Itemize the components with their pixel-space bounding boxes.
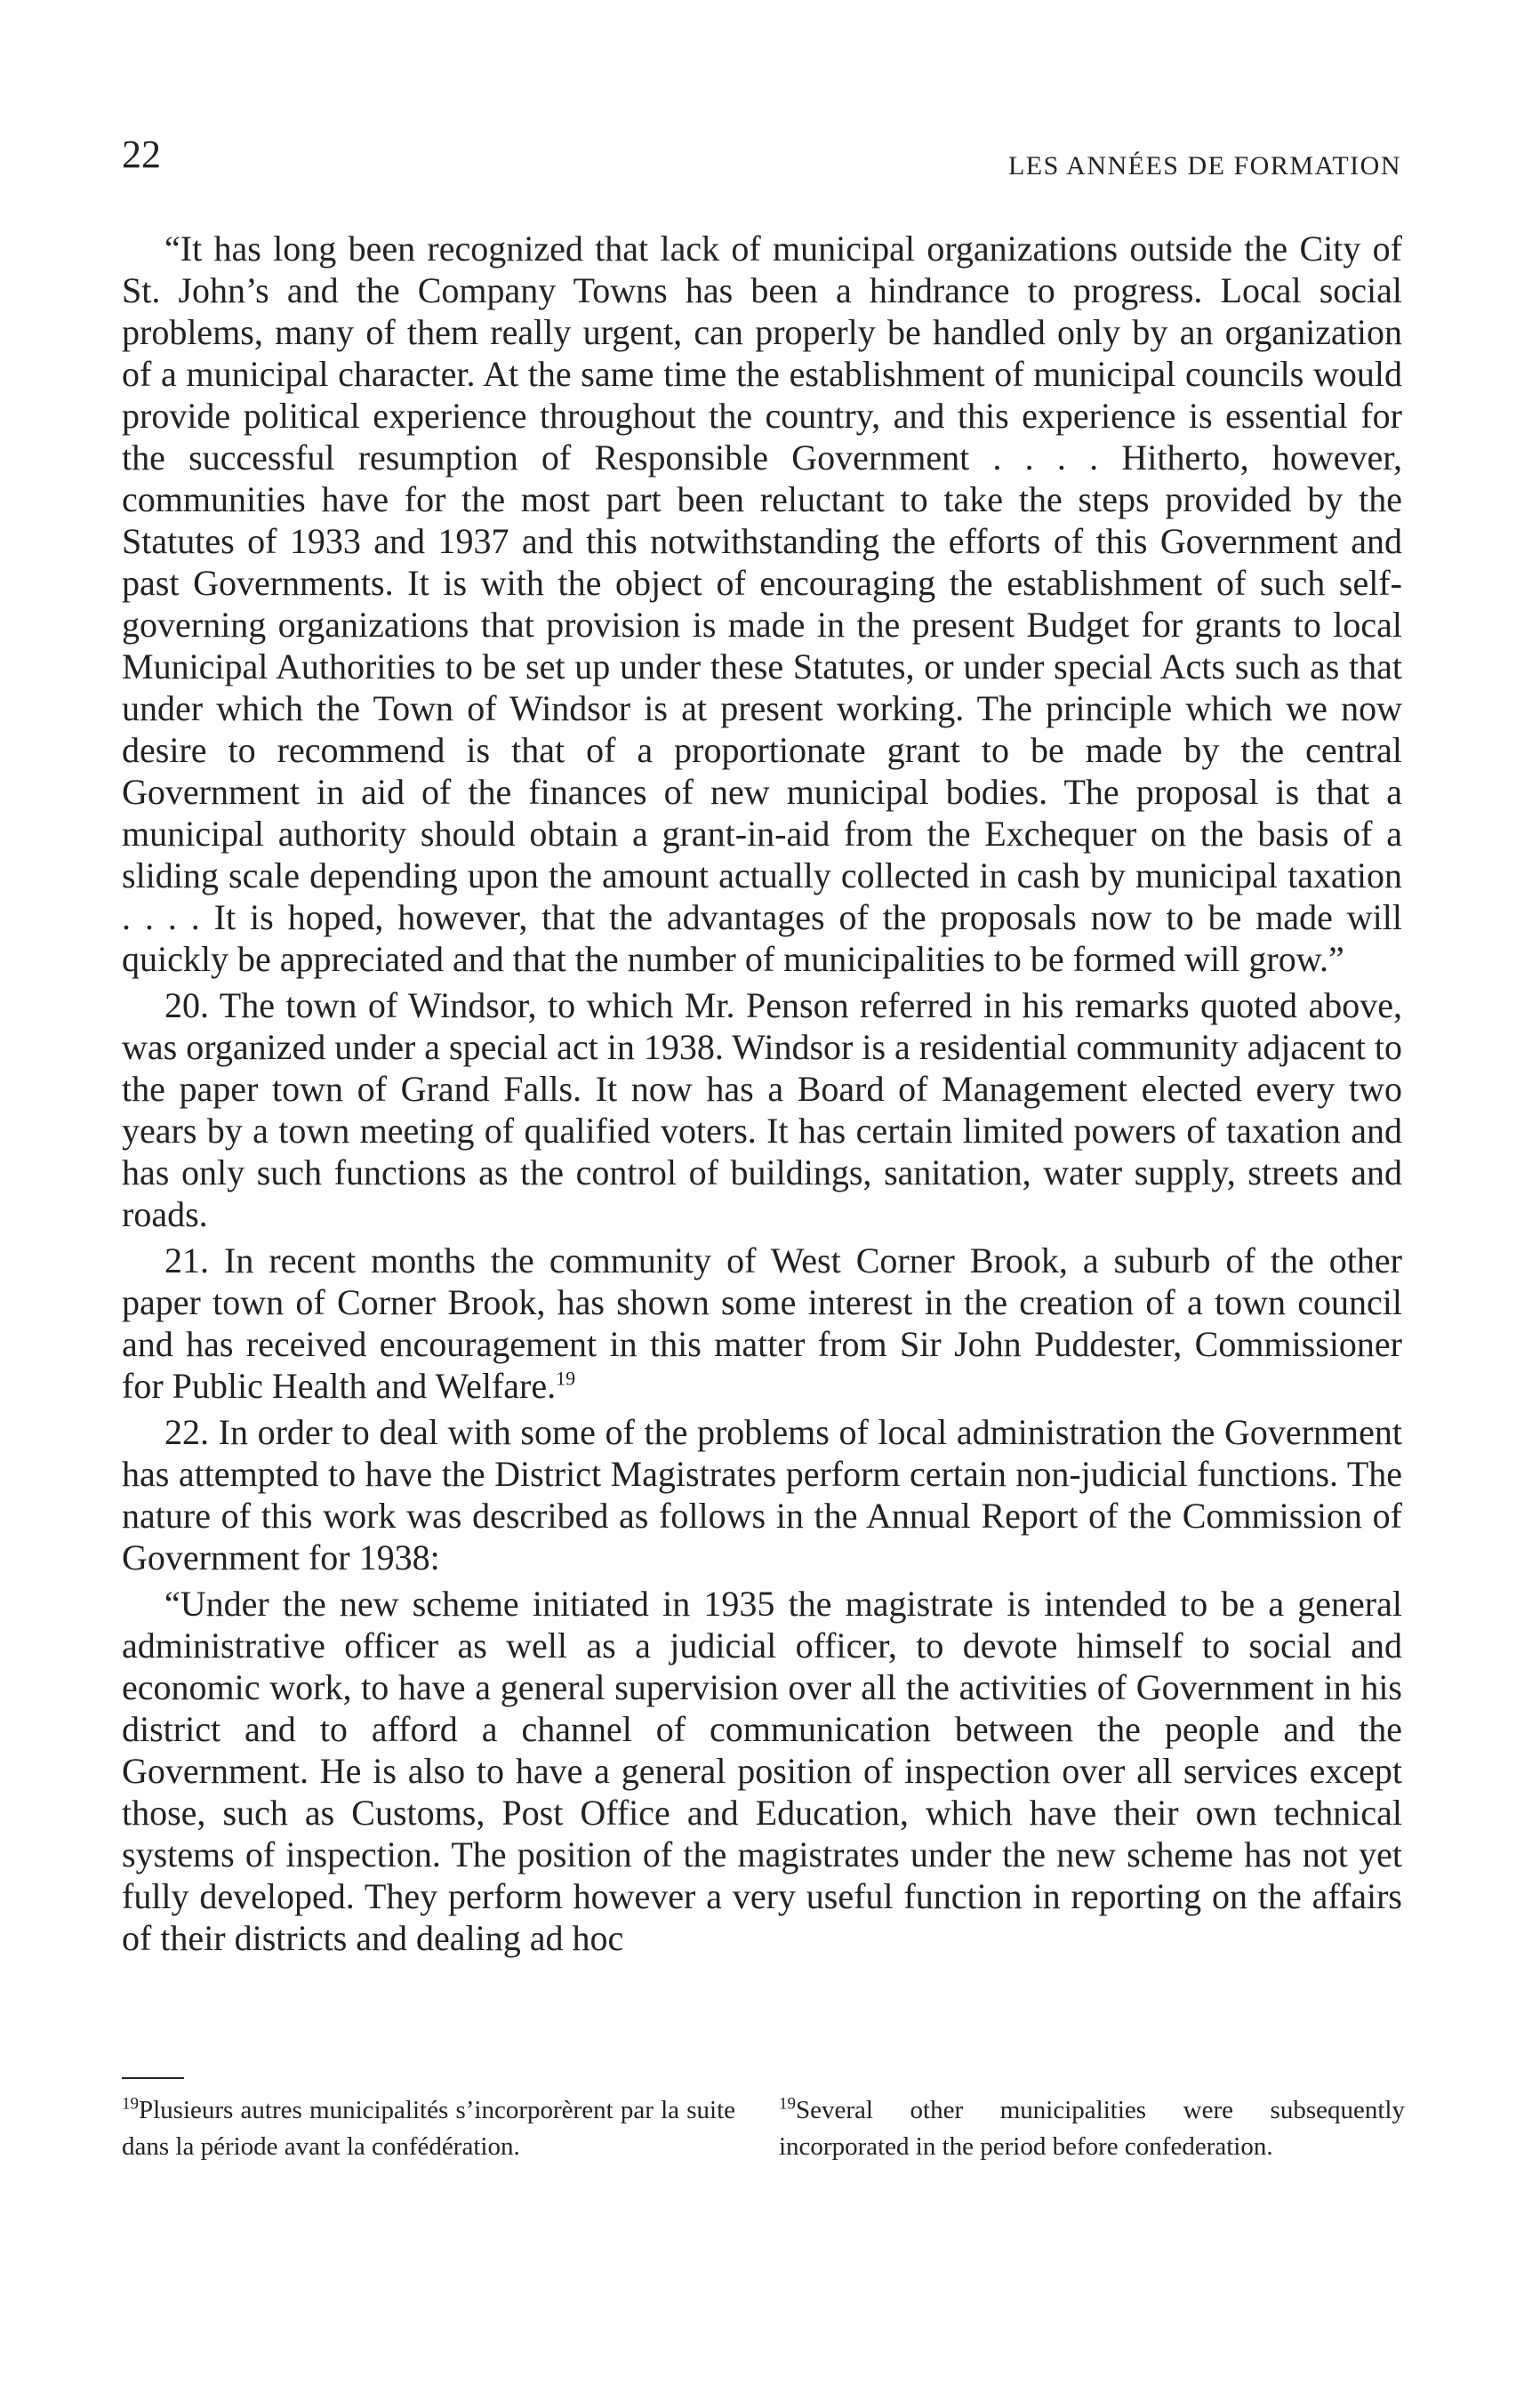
- paragraph-21-text: 21. In recent months the community of West Corner Brook, a suburb of the other paper town of Corner Brook, has shown some interest in the creation of a town council and has received encouragement in this matter from Sir John Puddester, Commissioner for Public Health and Welfare.: [122, 1240, 1402, 1406]
- footnote-divider: [122, 2077, 184, 2079]
- body-text: [122, 228, 1402, 1963]
- paragraph-22: 22. In order to deal with some of the problems of local administration the Government has attempted to have the District Magistrates perform certain non-judicial functions. The nature of this work was described as follows in the Annual Report of the Commission of Government for 1938:: [122, 1412, 1402, 1577]
- running-head: LES ANNÉES DE FORMATION: [1007, 151, 1401, 181]
- paragraph-21: [122, 1240, 1402, 1407]
- footnote-french: [122, 2092, 735, 2165]
- footnote-french-mark: 19: [122, 2094, 139, 2114]
- quote-paragraph-annual-report: “Under the new scheme initiated in 1935 the magistrate is intended to be a general administrative officer as well as a judicial officer, to devote himself to social and economic work, to have a general supervision over all the activities of Government in his district and to afford a channel of communication between the people and the Government. He is also to have a general position of inspection over all services except those, such as Customs, Post Office and Education, which have their own technical systems of inspection. The position of the magistrates under the new scheme has not yet fully developed. They perform however a very useful function in reporting on the affairs of their districts and dealing ad hoc: [122, 1584, 1402, 1958]
- footnote-english: [779, 2092, 1405, 2165]
- footnote-english-text: Several other municipalities were subsequently incorporated in the period before confederation.: [779, 2096, 1405, 2161]
- footnote-french-text: Plusieurs autres municipalités s’incorporèrent par la suite dans la période avant la confédération.: [122, 2096, 735, 2161]
- quote-paragraph-penson: “It has long been recognized that lack of municipal organizations outside the City of St. John’s and the Company Towns has been a hindrance to progress. Local social problems, many of them really urgent, can properly be handled only by an organization of a municipal character. At the same time the establishment of municipal councils would provide political experience throughout the country, and this experience is essential for the successful resumption of Responsible Government . . . . Hitherto, however, communities have for the most part been reluctant to take the steps provided by the Statutes of 1933 and 1937 and this notwithstanding the efforts of this Government and past Governments. It is with the object of encouraging the establishment of such self-governing organizations that provision is made in the present Budget for grants to local Municipal Authorities to be set up under these Statutes, or under special Acts such as that under which the Town of Windsor is at present working. The principle which we now desire to recommend is that of a proportionate grant to be made by the central Government in aid of the finances of new municipal bodies. The proposal is that a municipal authority should obtain a grant-in-aid from the Exchequer on the basis of a sliding scale depending upon the amount actually collected in cash by municipal taxation . . . . It is hoped, however, that the advantages of the proposals now to be made will quickly be appreciated and that the number of municipalities to be formed will grow.”: [122, 229, 1402, 979]
- footnote-english-mark: 19: [779, 2094, 796, 2114]
- page-number: 22: [122, 132, 161, 176]
- paragraph-20: 20. The town of Windsor, to which Mr. Penson referred in his remarks quoted above, was organized under a special act in 1938. Windsor is a residential community adjacent to the paper town of Grand Falls. It now has a Board of Management elected every two years by a town meeting of qualified voters. It has certain limited powers of taxation and has only such functions as the control of buildings, sanitation, water supply, streets and roads.: [122, 985, 1402, 1234]
- footnote-reference-19: 19: [556, 1367, 576, 1390]
